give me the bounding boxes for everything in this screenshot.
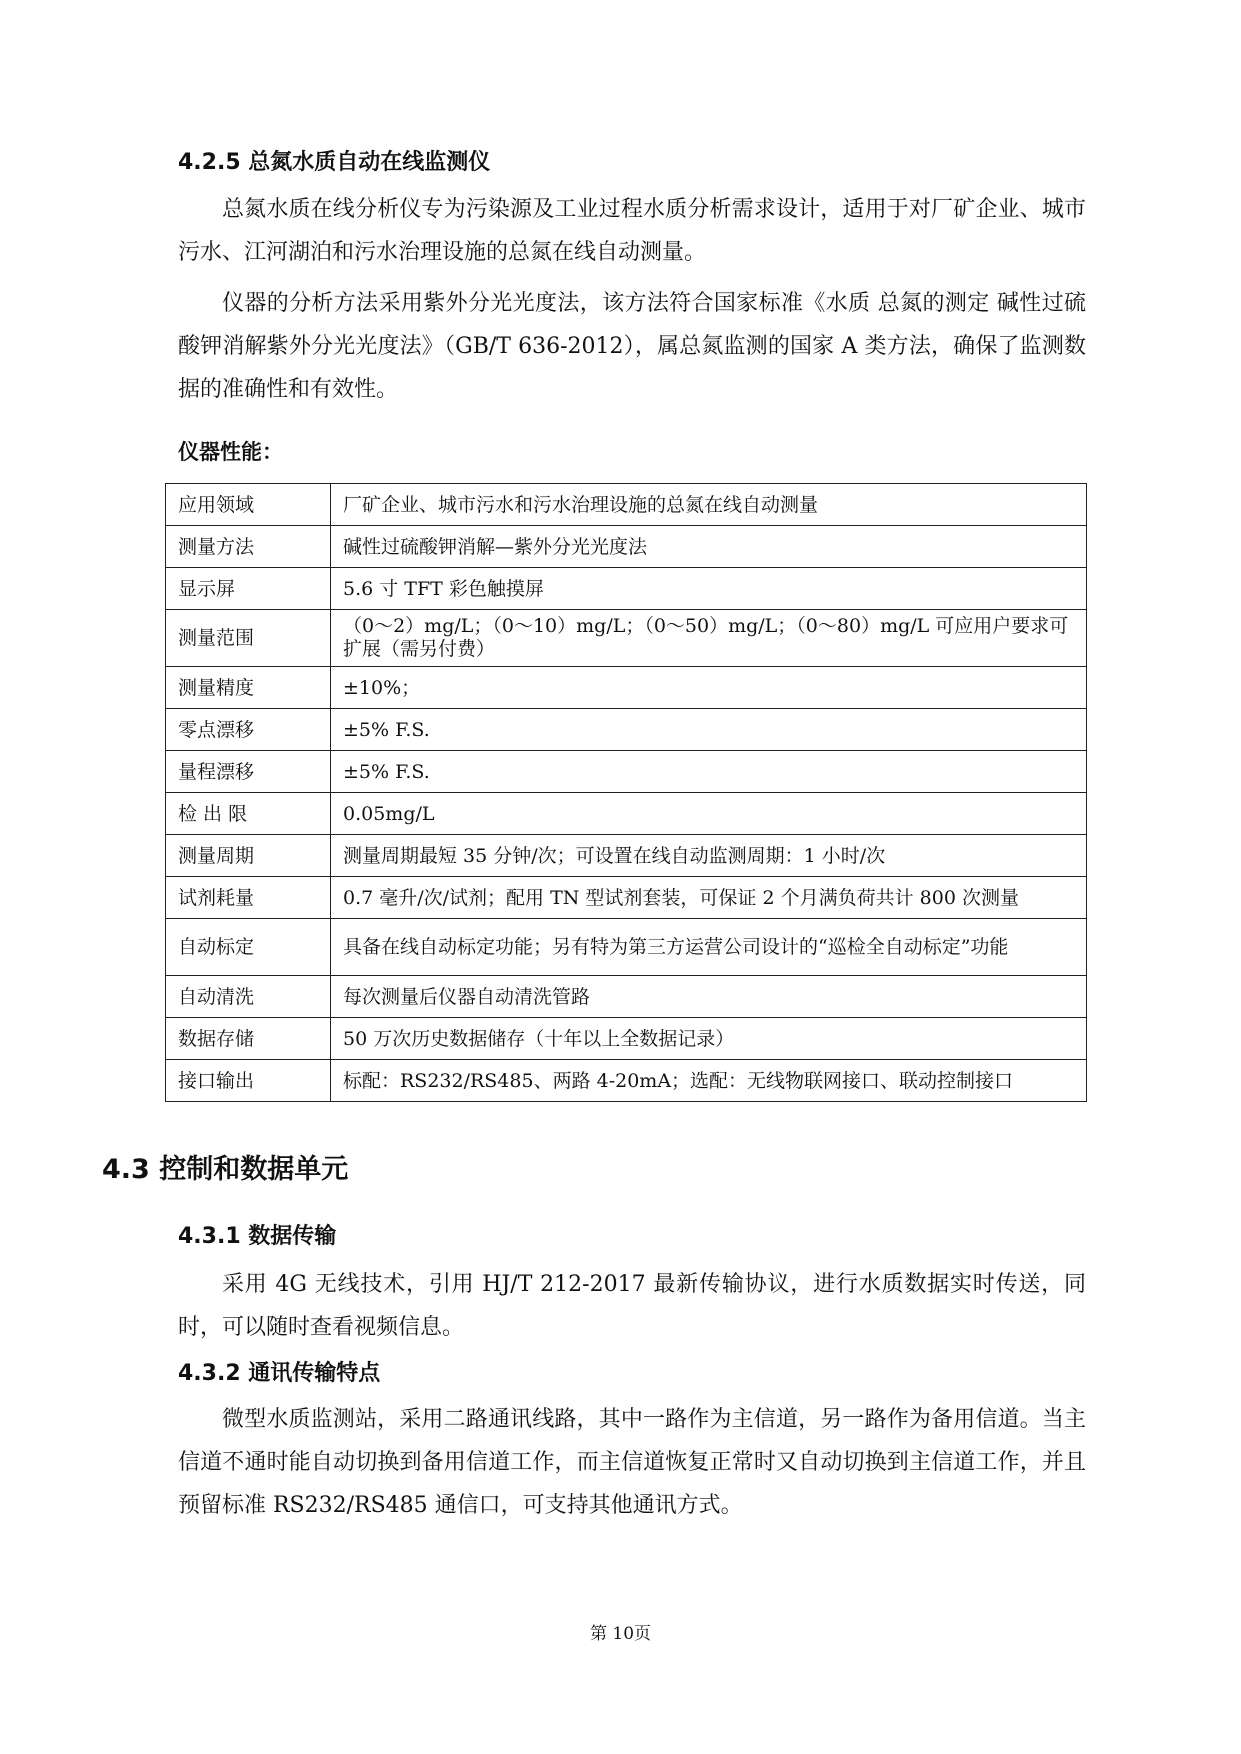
spec-key: 零点漂移 <box>166 709 331 751</box>
spec-value: 碱性过硫酸钾消解—紫外分光光度法 <box>331 526 1087 568</box>
spec-value: ±5% F.S. <box>331 709 1087 751</box>
spec-key: 试剂耗量 <box>166 877 331 919</box>
spec-key: 数据存储 <box>166 1018 331 1060</box>
page-number: 第 10页 <box>589 1624 652 1644</box>
section-heading-4-3-1: 4.3.1 数据传输 <box>178 1224 337 1249</box>
spec-key: 应用领域 <box>166 484 331 526</box>
paragraph-data-transmission: 采用 4G 无线技术，引用 HJ/T 212-2017 最新传输协议，进行水质数据实时传送，同时，可以随时查看视频信息。 <box>178 1272 1086 1340</box>
table-row <box>166 751 1087 793</box>
spec-key: 测量范围 <box>166 610 331 667</box>
table-row <box>166 568 1087 610</box>
table-row <box>166 793 1087 835</box>
paragraph-comm-features: 微型水质监测站，采用二路通讯线路，其中一路作为主信道，另一路作为备用信道。当主信道不通时能自动切换到备用信道工作，而主信道恢复正常时又自动切换到主信道工作，并且预留标准 RS232/RS485 通信口，可支持其他通讯方式。 <box>178 1407 1086 1518</box>
spec-value: （0～2）mg/L；（0～10）mg/L；（0～50）mg/L；（0～80）mg/L 可应用户要求可扩展（需另付费） <box>331 610 1087 667</box>
table-row <box>166 1018 1087 1060</box>
table-row <box>166 526 1087 568</box>
spec-value: ±5% F.S. <box>331 751 1087 793</box>
paragraph-tn-analyzer-intro: 总氮水质在线分析仪专为污染源及工业过程水质分析需求设计，适用于对厂矿企业、城市污水、江河湖泊和污水治理设施的总氮在线自动测量。 <box>178 197 1086 265</box>
table-row <box>166 667 1087 709</box>
spec-value: 0.05mg/L <box>331 793 1087 835</box>
table-row <box>166 709 1087 751</box>
spec-value: 每次测量后仪器自动清洗管路 <box>331 976 1087 1018</box>
spec-value: 厂矿企业、城市污水和污水治理设施的总氮在线自动测量 <box>331 484 1087 526</box>
spec-value: 测量周期最短 35 分钟/次；可设置在线自动监测周期：1 小时/次 <box>331 835 1087 877</box>
spec-value: 50 万次历史数据储存（十年以上全数据记录） <box>331 1018 1087 1060</box>
spec-value: 0.7 毫升/次/试剂；配用 TN 型试剂套装，可保证 2 个月满负荷共计 800 次测量 <box>331 877 1087 919</box>
spec-key: 测量精度 <box>166 667 331 709</box>
spec-value: 5.6 寸 TFT 彩色触摸屏 <box>331 568 1087 610</box>
spec-key: 显示屏 <box>166 568 331 610</box>
table-row <box>166 919 1087 976</box>
spec-value: 标配：RS232/RS485、两路 4-20mA；选配：无线物联网接口、联动控制接口 <box>331 1060 1087 1102</box>
section-heading-4-2-5: 4.2.5 总氮水质自动在线监测仪 <box>178 150 491 175</box>
spec-key: 自动标定 <box>166 919 331 976</box>
spec-value: ±10%； <box>331 667 1087 709</box>
spec-key: 接口输出 <box>166 1060 331 1102</box>
table-row <box>166 610 1087 667</box>
section-heading-4-3-2: 4.3.2 通讯传输特点 <box>178 1361 381 1386</box>
section-heading-4-3: 4.3 控制和数据单元 <box>102 1154 349 1185</box>
spec-key: 量程漂移 <box>166 751 331 793</box>
table-row <box>166 484 1087 526</box>
spec-key: 测量方法 <box>166 526 331 568</box>
table-row <box>166 976 1087 1018</box>
spec-table <box>165 483 1087 1102</box>
paragraph-analysis-method: 仪器的分析方法采用紫外分光光度法，该方法符合国家标准《水质 总氮的测定 碱性过硫酸钾消解紫外分光光度法》（GB/T 636-2012），属总氮监测的国家 A 类方法，确保了监测数据的准确性和有效性。 <box>178 291 1086 402</box>
table-row <box>166 1060 1087 1102</box>
table-row <box>166 835 1087 877</box>
spec-value: 具备在线自动标定功能；另有特为第三方运营公司设计的“巡检全自动标定”功能 <box>331 919 1087 976</box>
spec-key: 测量周期 <box>166 835 331 877</box>
spec-key: 自动清洗 <box>166 976 331 1018</box>
table-row <box>166 877 1087 919</box>
instrument-performance-title: 仪器性能： <box>178 440 283 464</box>
spec-key: 检 出 限 <box>166 793 331 835</box>
